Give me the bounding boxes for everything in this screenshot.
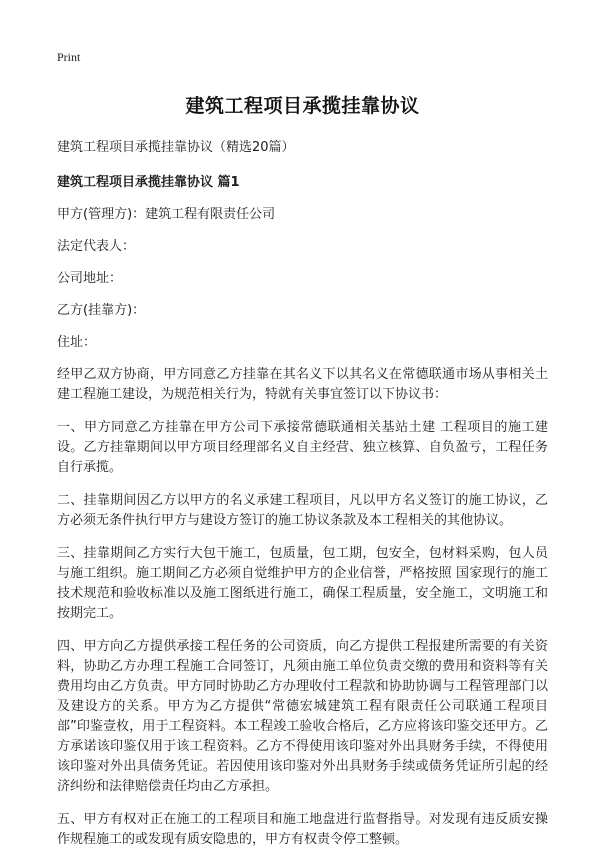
paragraph-clause-1: 一、甲方同意乙方挂靠在甲方公司下承接常德联通相关基站土建 工程项目的施工建设。乙方挂靠期间以甲方项目经理部名义自主经营、独立核算、自负盈亏，工程任务自行承揽。	[57, 420, 548, 475]
party-a-field: 甲方(管理方)：建筑工程有限责任公司	[57, 207, 276, 222]
print-link[interactable]: Print	[57, 50, 81, 64]
paragraph-clause-3: 三、挂靠期间乙方实行大包干施工，包质量，包工期，包安全，包材料采购，包人员与施工组织。施工期间乙方必须自觉维护甲方的企业信誉，严格按照 国家现行的施工技术规范和验收标准以及施工图纸进行施工，确保工程质量，安全施工，文明施工和按期完工。	[57, 546, 548, 621]
residence-field: 住址：	[57, 335, 97, 350]
party-b-field: 乙方(挂靠方)：	[57, 303, 146, 318]
paragraph-intro: 经甲乙双方协商，甲方同意乙方挂靠在其名义下以其名义在常德联通市场从事相关土建工程施工建设，为规范相关行为，特就有关事宜签订以下协议书：	[57, 367, 548, 402]
document-subtitle: 建筑工程项目承揽挂靠协议（精选20篇）	[57, 140, 295, 155]
paragraph-clause-5: 五、甲方有权对正在施工的工程项目和施工地盘进行监督指导。对发现有违反质安操作规程施工的或发现有质安隐患的，甲方有权责令停工整顿。	[57, 812, 548, 847]
company-address-field: 公司地址：	[57, 271, 123, 286]
paragraph-clause-4: 四、甲方向乙方提供承接工程任务的公司资质，向乙方提供工程报建所需要的有关资料，协助乙方办理工程施工合同签订，凡须由施工单位负责交缴的费用和资料等有关费用均由乙方负责。甲方同时协助乙方办理收付工程款和协助协调与工程管理部门以及建设方的关系。甲方为乙方提供“常德宏城建筑工程有限责任公司联通工程项目部”印鉴壹枚，用于工程资料。本工程竣工验收合格后，乙方应将该印鉴交还甲方。乙方承诺该印鉴仅用于该工程资料。乙方不得使用该印鉴对外出具财务手续，不得使用该印鉴对外出具债务凭证。若因使用该印鉴对外出具财务手续或债务凭证所引起的经济纠纷和法律赔偿责任均由乙方承担。	[57, 639, 548, 794]
legal-rep-field: 法定代表人：	[57, 239, 136, 254]
section-heading: 建筑工程项目承揽挂靠协议 篇1	[57, 175, 240, 190]
page-title: 建筑工程项目承揽挂靠协议	[185, 95, 420, 117]
paragraph-clause-2: 二、挂靠期间因乙方以甲方的名义承建工程项目，凡以甲方名义签订的施工协议，乙方必须无条件执行甲方与建设方签订的施工协议条款及本工程相关的其他协议。	[57, 493, 548, 528]
